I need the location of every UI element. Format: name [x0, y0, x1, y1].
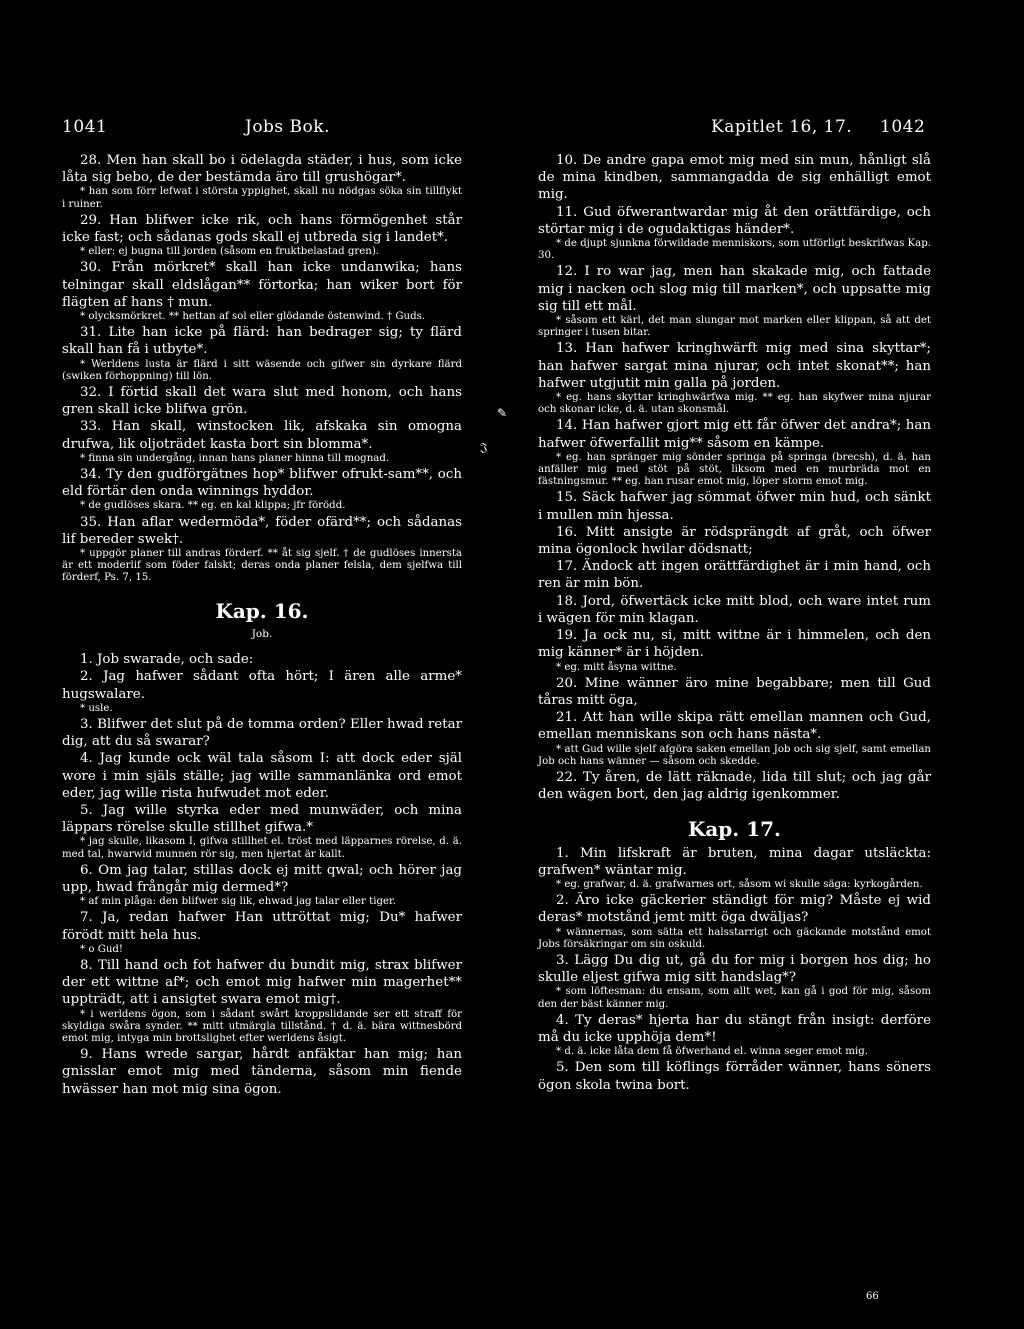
right-page-number: 1042	[880, 117, 926, 137]
left-column	[62, 152, 462, 1098]
verse: 30. Från mörkret* skall han icke undanwika; hans telningar skall eldslågan** förtorka; han wiker bort för flägten af hans † mun.	[62, 260, 462, 310]
verse: 6. Om jag talar, stillas dock ej mitt qwal; och hörer jag upp, hwad frångår mig dermed*?	[62, 862, 462, 895]
speaker-label: Job.	[251, 627, 273, 640]
verse: 28. Men han skall bo i ödelagda städer, i hus, som icke låta sig bebo, de der bestämda äro till grushögar*.	[62, 153, 462, 186]
verse: 18. Jord, öfwertäck icke mitt blod, och ware intet rum i wägen för min klagan.	[538, 593, 931, 626]
verse: 17. Ändock att ingen orättfärdighet är i min hand, och ren är min bön.	[538, 559, 931, 592]
verse: 8. Till hand och fot hafwer du bundit mig, strax blifwer der ett wittne af*; och emot mig hafwer min magerhet** uppträdt, att i ansigtet swara emot mig†.	[62, 957, 462, 1008]
chapter-heading: Kap. 17.	[687, 817, 782, 842]
verse: 33. Han skall, winstocken lik, afskaka sin omogna drufwa, lik oljoträdet kasta bort sin blomma*.	[62, 419, 462, 452]
scan-page-number: 66	[866, 1291, 879, 1302]
verse: 1. Job swarade, och sade:	[80, 652, 254, 668]
margin-glyph: 𝔍	[480, 440, 488, 454]
footnote: * eller: ej bugna till jorden (såsom en fruktbelastad gren).	[80, 246, 380, 258]
footnote: * jag skulle, likasom I, gifwa stillhet el. tröst med läpparnes rörelse, d. ä. med tal, hwarwid munnen rör sig, men hjertat är kallt.	[62, 836, 462, 860]
verse: 1. Min lifskraft är bruten, mina dagar utsläckta: grafwen* wäntar mig.	[538, 845, 931, 878]
verse: 10. De andre gapa emot mig med sin mun, hånligt slå de mina kindben, sammangadda de sig enhälligt emot mig.	[538, 153, 931, 203]
verse: 3. Blifwer det slut på de tomma orden? Eller hwad retar dig, att du så swarar?	[62, 716, 462, 750]
verse: 3. Lägg Du dig ut, gå du for mig i borgen hos dig; ho skulle eljest gifwa mig sitt handslag*?	[538, 952, 931, 986]
verse: 20. Mine wänner äro mine begabbare; men till Gud tåras mitt öga,	[538, 675, 931, 708]
verse: 29. Han blifwer icke rik, och hans förmögenhet står icke fast; och sådanas gods skall ej utbreda sig i landet*.	[62, 212, 462, 246]
footnote: * att Gud wille sjelf afgöra saken emellan Job och sig sjelf, samt emellan Job och hans wänner — såsom och skedde.	[538, 743, 931, 767]
verse: 15. Säck hafwer jag sömmat öfwer min hud, och sänkt i mullen min hjessa.	[538, 490, 931, 523]
footnote: * de gudlöses skara. ** eg. en kal klippa; jfr förödd.	[80, 500, 346, 512]
verse: 9. Hans wrede sargar, hårdt anfäktar han mig; han gnisslar emot mig med tänderna, såsom min fiende hwässer han mot mig sina ögon.	[62, 1047, 462, 1097]
footnote: * eg. grafwar, d. ä. grafwarnes ort, såsom wi skulle säga: kyrkogården.	[556, 878, 923, 890]
footnote: * såsom ett kärl, det man slungar mot marken eller klippan, så att det springer i tusen bitar.	[538, 315, 931, 339]
footnote: * som löftesman: du ensam, som allt wet, kan gå i god för mig, såsom den der bäst känner mig.	[538, 986, 931, 1010]
footnote: * usle.	[80, 702, 113, 714]
footnote: * olycksmörkret. ** hettan af sol eller glödande östenwind. † Guds.	[80, 311, 426, 323]
footnote: * d. ä. icke låta dem få öfwerhand el. winna seger emot mig.	[556, 1046, 868, 1058]
left-page-number: 1041	[62, 117, 108, 137]
footnote: * eg. han spränger mig sönder springa på springa (brecsh), d. ä. han anfäller mig med stöt på stöt, liksom med en murbräda mot en fästningsmur. ** eg. han rusar emot mig, löper storm emot mig.	[538, 451, 931, 488]
verse: 5. Jag wille styrka eder med munwäder, och mina läppars rörelse skulle stillhet gifwa.*	[62, 802, 462, 836]
footnote: * Werldens lusta är flärd i sitt wäsende och gifwer sin dyrkare flärd (swiken förhoppning) till lön.	[62, 358, 462, 382]
right-column	[538, 152, 931, 1094]
footnote: * af min plåga: den blifwer sig lik, ehwad jag talar eller tiger.	[80, 896, 396, 908]
verse: 14. Han hafwer gjort mig ett får öfwer det andra*; han hafwer öfwerfallit mig** såsom en kämpe.	[538, 418, 931, 451]
footnote: * finna sin undergång, innan hans planer hinna till mognad.	[80, 452, 390, 464]
verse: 2. Jag hafwer sådant ofta hört; I ären alle arme* hugswalare.	[62, 669, 462, 702]
verse: 11. Gud öfwerantwardar mig åt den orättfärdige, och störtar mig i de ogudaktigas händer*.	[538, 204, 931, 237]
verse: 4. Jag kunde ock wäl tala såsom I: att dock eder själ wore i min själs ställe; jag wille sammanlänka ord emot eder, jag wille rista hufwudet mot eder.	[62, 751, 462, 801]
footnote: * eg. hans skyttar kringhwärfwa mig. ** eg. han skyfwer mina njurar och skonar icke, d. ä. utan skonsmål.	[538, 392, 931, 416]
verse: 5. Den som till köflings förråder wänner, hans söners ögon skola twina bort.	[538, 1060, 931, 1093]
verse: 34. Ty den gudförgätnes hop* blifwer ofrukt-sam**, och eld förtär den onda winnings hyddor.	[62, 467, 462, 500]
footnote: * i werldens ögon, som i sådant swårt kroppslidande ser ett straff för skyldiga swåra synder. ** mitt utmärgla tillstånd. † d. ä. bära wittnesbörd emot mig, intyga min brottslighet efter werldens åsigt.	[62, 1008, 462, 1044]
footnote: * eg. mitt åsyna wittne.	[556, 661, 677, 673]
verse: 19. Ja ock nu, si, mitt wittne är i himmelen, och den mig känner* är i höjden.	[538, 628, 931, 661]
left-running-title: Jobs Bok.	[245, 117, 330, 137]
verse: 16. Mitt ansigte är rödsprängdt af gråt, och öfwer mina ögonlock hwilar dödsnatt;	[538, 524, 931, 558]
footnote: * uppgör planer till andras förderf. ** åt sig sjelf. † de gudlöses innersta är ett moderlif som föder falskt; deras onda planer felsla, dem sjelfwa till förderf, Ps. 7, 15.	[62, 548, 462, 584]
margin-mark: ✎	[497, 406, 508, 420]
footnote: * han som förr lefwat i största yppighet, skall nu nödgas söka sin tillflykt i ruiner.	[62, 186, 462, 210]
verse: 2. Äro icke gäckerier ständigt för mig? Måste ej wid deras* motstånd jemt mitt öga dwäljas?	[538, 893, 931, 926]
right-running-title: Kapitlet 16, 17.	[711, 117, 853, 137]
footnote: * wännernas, som sätta ett halsstarrigt och gäckande motstånd emot Jobs försäkringar om sin oskuld.	[538, 926, 931, 950]
chapter-heading: Kap. 16.	[215, 598, 309, 623]
verse: 21. Att han wille skipa rätt emellan mannen och Gud, emellan menniskans son och hans nästa*.	[538, 710, 931, 743]
verse: 4. Ty deras* hjerta har du stängt från insigt: derföre må du icke upphöja dem*!	[538, 1012, 931, 1045]
verse: 7. Ja, redan hafwer Han uttröttat mig; Du* hafwer förödt mitt hela hus.	[62, 910, 462, 943]
verse: 31. Lite han icke på flärd: han bedrager sig; ty flärd skall han få i utbyte*.	[62, 325, 462, 358]
verse: 22. Ty åren, de lätt räknade, lida till slut; och jag går den wägen bort, den jag aldrig igenkommer.	[538, 769, 931, 803]
verse: 32. I förtid skall det wara slut med honom, och hans gren skall icke blifwa grön.	[62, 385, 462, 418]
footnote: * de djupt sjunkna förwildade menniskors, som utförligt beskrifwas Kap. 30.	[538, 238, 931, 262]
footnote: * o Gud!	[80, 943, 124, 955]
verse: 35. Han aflar wedermöda*, föder ofärd**; och sådanas lif bereder swek†.	[62, 514, 462, 547]
verse: 13. Han hafwer kringhwärft mig med sina skyttar*; han hafwer sargat mina njurar, och intet skonat**; han hafwer utgjutit min galla på jorden.	[538, 341, 931, 391]
verse: 12. I ro war jag, men han skakade mig, och fattade mig i nacken och slog mig till marken*, och uppsatte mig sig till ett mål.	[538, 264, 931, 314]
